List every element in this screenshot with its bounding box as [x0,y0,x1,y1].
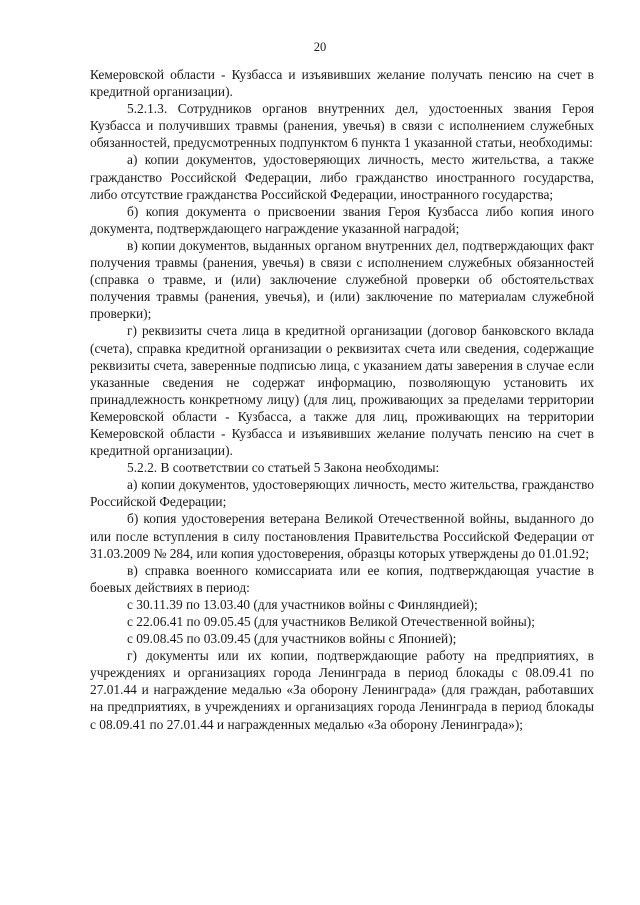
paragraph: в) копии документов, выданных органом внутренних дел, подтверждающих факт получения травмы (ранения, увечья) в связи с исполнением служебных обязанностей (справка о травме, и (или) заключение служебной проверки об обстоятельствах получения травмы (ранения, увечья), и (или) заключение по материалам служебной проверки); [90,237,594,322]
paragraph: в) справка военного комиссариата или ее копия, подтверждающая участие в боевых действиях в период: [90,562,594,595]
paragraph: а) копии документов, удостоверяющих личность, место жительства, а также гражданство Российской Федерации, либо гражданство иностранного государства, либо отсутствие гражданства Российской Федерации, иностранного государства; [90,152,594,202]
paragraph: 5.2.1.3. Сотрудников органов внутренних дел, удостоенных звания Героя Кузбасса и получивших травмы (ранения, увечья) в связи с исполнением служебных обязанностей, предусмотренных подпунктом 6 пункта 1 указанной статьи, необходимы: [90,101,594,151]
paragraph: г) реквизиты счета лица в кредитной организации (договор банковского вклада (счета), справка кредитной организации о реквизитах счета или сведения, содержащие реквизиты счета, заверенные подписью лица, с указанием даты заверения в случае если указанные сведения не содержат информацию, позволяющую установить их принадлежность конкретному лицу) (для лиц, проживающих за пределами территории Кемеровской области - Кузбасса, а также для лиц, проживающих на территории Кемеровской области - Кузбасса и изъявивших желание получать пенсию на счет в кредитной организации). [90,323,594,459]
document-body [90,66,594,733]
paragraph: 5.2.2. В соответствии со статьей 5 Закона необходимы: [127,460,440,476]
page-number: 20 [313,40,327,54]
paragraph: с 30.11.39 по 13.03.40 (для участников войны с Финляндией); [127,596,478,612]
paragraph: с 22.06.41 по 09.05.45 (для участников Великой Отечественной войны); [127,614,535,629]
paragraph: а) копии документов, удостоверяющих личность, место жительства, гражданство Российской Федерации; [90,477,594,510]
paragraph: Кемеровской области - Кузбасса и изъявивших желание получать пенсию на счет в кредитной организации). [90,67,594,100]
paragraph: с 09.08.45 по 03.09.45 (для участников войны с Японией); [127,631,457,647]
paragraph: б) копия документа о присвоении звания Героя Кузбасса либо копия иного документа, подтверждающего награждение указанной наградой; [90,203,594,236]
paragraph: б) копия удостоверения ветерана Великой Отечественной войны, выданного до или после вступления в силу постановления Правительства Российской Федерации от 31.03.2009 № 284, или копия удостоверения, образцы которых утверждены до 01.01.92; [90,511,594,561]
paragraph: г) документы или их копии, подтверждающие работу на предприятиях, в учреждениях и организациях города Ленинграда в период блокады с 08.09.41 по 27.01.44 и награждение медалью «За оборону Ленинграда» (для граждан, работавших на предприятиях, в учреждениях и организациях города Ленинграда в период блокады с 08.09.41 по 27.01.44 и награжденных медалью «За оборону Ленинграда»); [90,648,594,732]
